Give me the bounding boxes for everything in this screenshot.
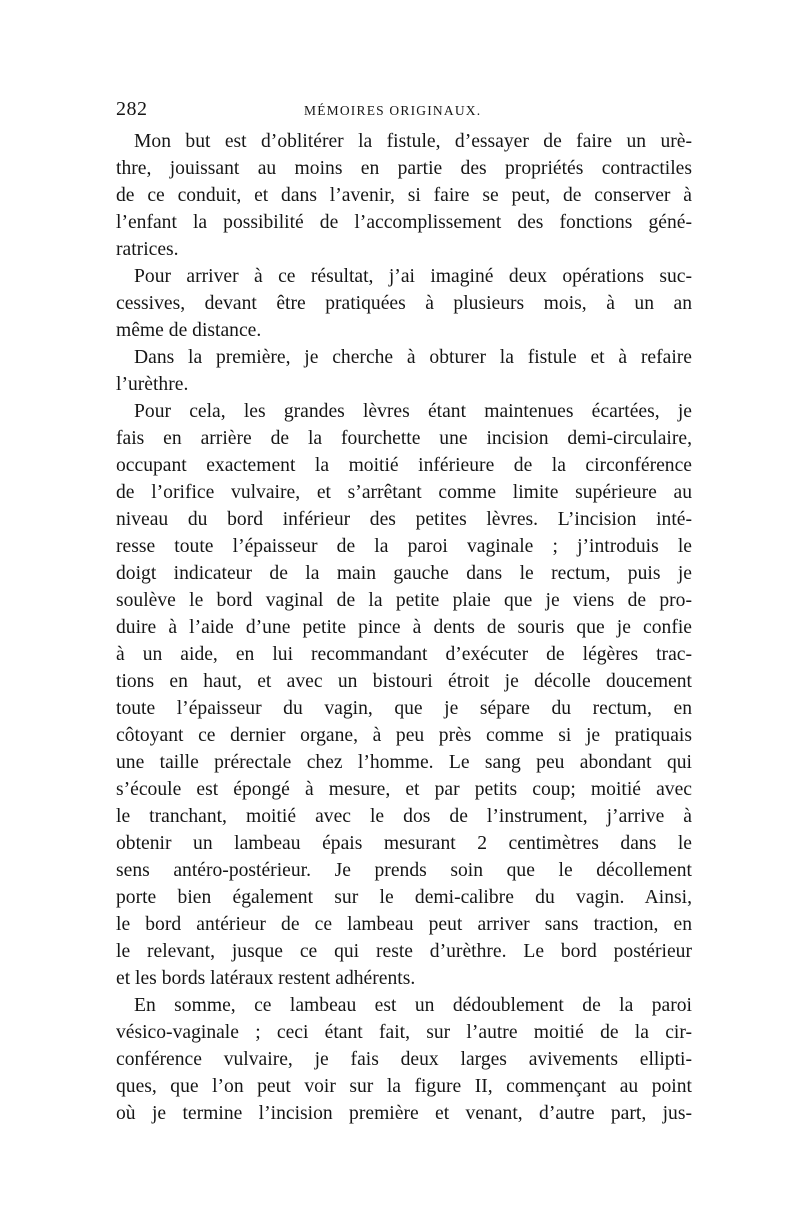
text-line: En somme, ce lambeau est un dédoublement de la paroi bbox=[134, 995, 692, 1016]
text-line: soulève le bord vaginal de la petite plaie que je viens de pro- bbox=[116, 590, 692, 611]
text-line: duire à l’aide d’une petite pince à dents de souris que je confie bbox=[116, 617, 692, 638]
text-line: l’urèthre. bbox=[116, 374, 189, 395]
text-line: cessives, devant être pratiquées à plusieurs mois, à un an bbox=[116, 293, 692, 314]
text-line: ques, que l’on peut voir sur la figure II, commençant au point bbox=[116, 1076, 692, 1097]
text-line: vésico-vaginale ; ceci étant fait, sur l’autre moitié de la cir- bbox=[116, 1022, 692, 1043]
text-line: fais en arrière de la fourchette une incision demi-circulaire, bbox=[116, 428, 692, 449]
text-line: à un aide, en lui recommandant d’exécuter de légères trac- bbox=[116, 644, 692, 665]
text-line: niveau du bord inférieur des petites lèvres. L’incision inté- bbox=[116, 509, 692, 530]
page-header bbox=[116, 98, 692, 124]
text-line: Mon but est d’oblitérer la fistule, d’essayer de faire un urè- bbox=[134, 131, 692, 152]
text-line: s’écoule est épongé à mesure, et par petits coup; moitié avec bbox=[116, 779, 692, 800]
text-line: ratrices. bbox=[116, 239, 179, 260]
page-number: 282 bbox=[116, 98, 148, 120]
running-title: MÉMOIRES ORIGINAUX. bbox=[304, 103, 482, 118]
text-line: conférence vulvaire, je fais deux larges avivements ellipti- bbox=[116, 1049, 692, 1070]
text-line: Pour arriver à ce résultat, j’ai imaginé deux opérations suc- bbox=[134, 266, 692, 287]
text-line: occupant exactement la moitié inférieure de la circonférence bbox=[116, 455, 692, 476]
text-line: le bord antérieur de ce lambeau peut arriver sans traction, en bbox=[116, 914, 692, 935]
text-line: doigt indicateur de la main gauche dans le rectum, puis je bbox=[116, 563, 692, 584]
text-line: resse toute l’épaisseur de la paroi vaginale ; j’introduis le bbox=[116, 536, 692, 557]
body-text bbox=[116, 128, 692, 1127]
text-line: Pour cela, les grandes lèvres étant maintenues écartées, je bbox=[134, 401, 692, 422]
text-line: tions en haut, et avec un bistouri étroit je décolle doucement bbox=[116, 671, 692, 692]
text-line: toute l’épaisseur du vagin, que je sépare du rectum, en bbox=[116, 698, 692, 719]
text-line: même de distance. bbox=[116, 320, 262, 341]
text-line: Dans la première, je cherche à obturer la fistule et à refaire bbox=[134, 347, 692, 368]
text-line: et les bords latéraux restent adhérents. bbox=[116, 968, 416, 989]
text-line: de ce conduit, et dans l’avenir, si faire se peut, de conserver à bbox=[116, 185, 692, 206]
text-line: le relevant, jusque ce qui reste d’urèthre. Le bord postérieur bbox=[116, 941, 692, 962]
text-line: de l’orifice vulvaire, et s’arrêtant comme limite supérieure au bbox=[116, 482, 692, 503]
text-line: une taille prérectale chez l’homme. Le sang peu abondant qui bbox=[116, 752, 692, 773]
text-line: obtenir un lambeau épais mesurant 2 centimètres dans le bbox=[116, 833, 692, 854]
text-line: thre, jouissant au moins en partie des propriétés contractiles bbox=[116, 158, 692, 179]
text-line: l’enfant la possibilité de l’accomplissement des fonctions géné- bbox=[116, 212, 692, 233]
text-line: côtoyant ce dernier organe, à peu près comme si je pratiquais bbox=[116, 725, 692, 746]
text-line: porte bien également sur le demi-calibre du vagin. Ainsi, bbox=[116, 887, 692, 908]
text-line: où je termine l’incision première et venant, d’autre part, jus- bbox=[116, 1103, 692, 1124]
text-line: sens antéro-postérieur. Je prends soin que le décollement bbox=[116, 860, 692, 881]
text-line: le tranchant, moitié avec le dos de l’instrument, j’arrive à bbox=[116, 806, 692, 827]
